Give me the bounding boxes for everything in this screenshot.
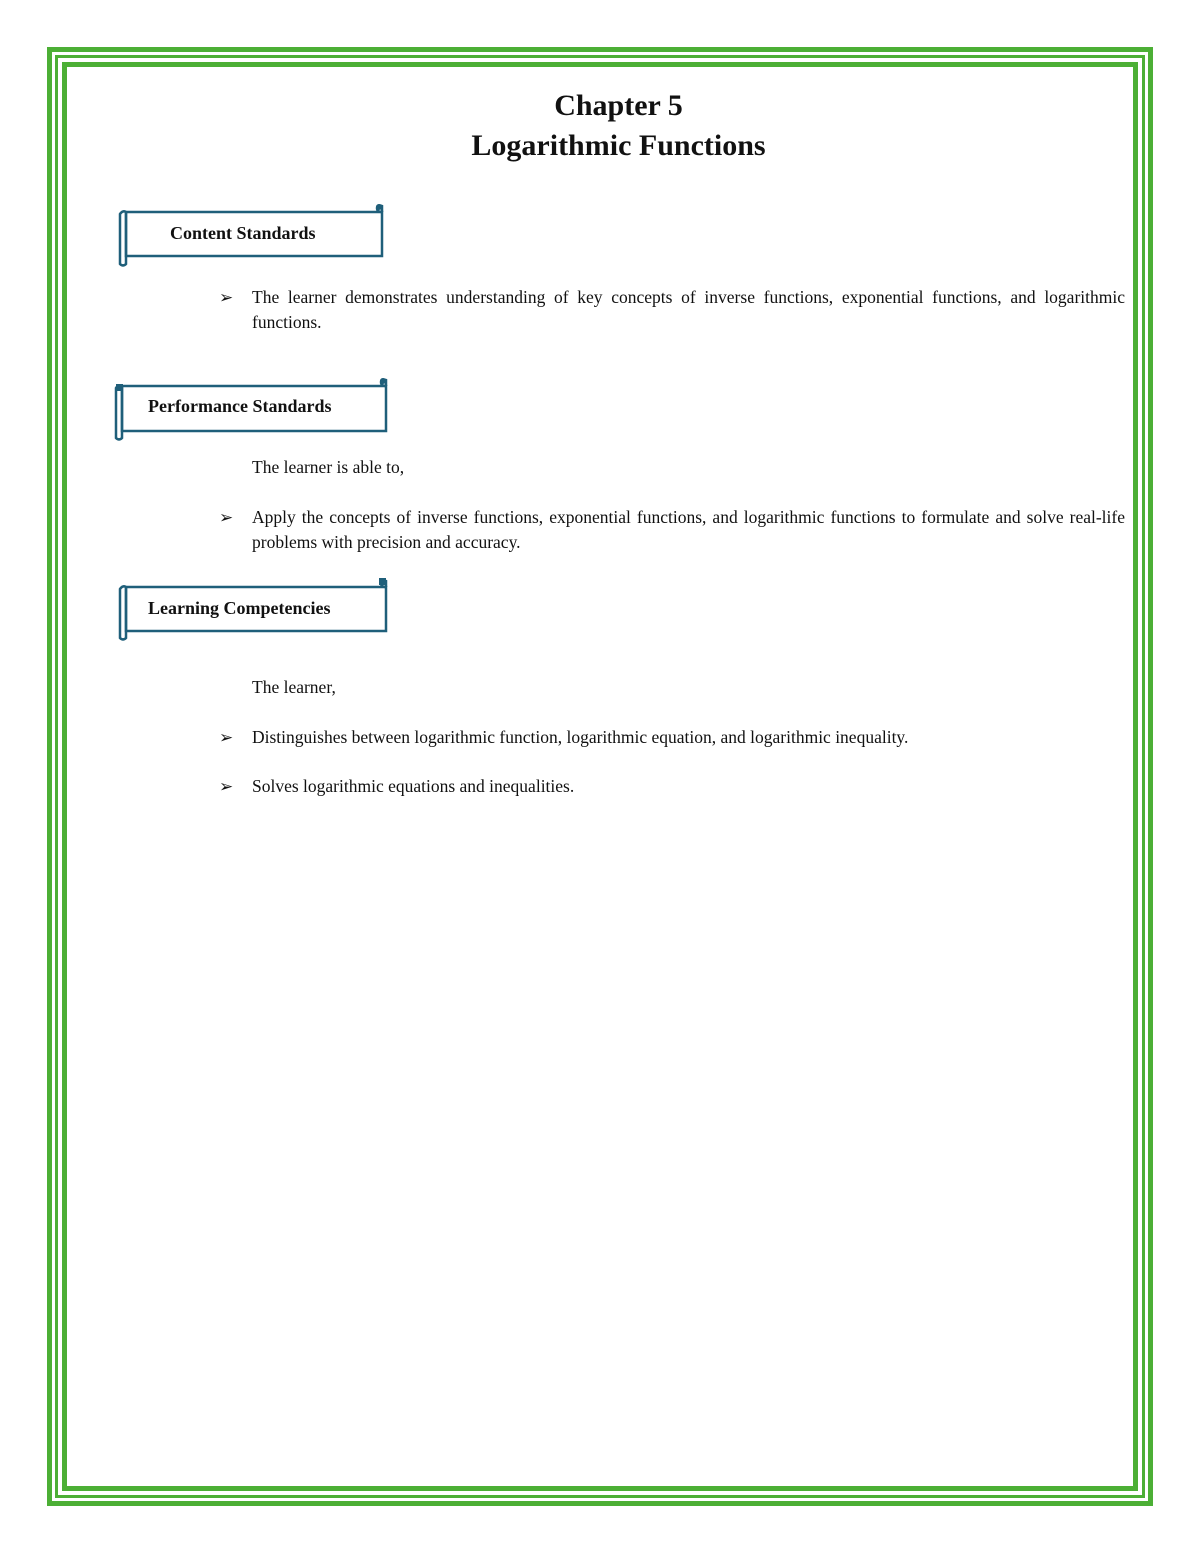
learning-competencies-intro: The learner, xyxy=(252,677,336,697)
chapter-number: Chapter 5 xyxy=(554,89,683,122)
performance-standards-bullet-1: Apply the concepts of inverse functions, exponential functions, and logarithmic functions to formulate and solve real-life problems with precision and accuracy. xyxy=(252,507,1125,552)
arrowhead-bullet-icon: ➢ xyxy=(219,288,234,307)
list-item xyxy=(219,774,1125,799)
learning-competencies-bullet-1: Distinguishes between logarithmic function, logarithmic equation, and logarithmic inequality. xyxy=(252,727,909,747)
list-item xyxy=(219,725,1125,750)
arrowhead-bullet-icon: ➢ xyxy=(219,508,234,527)
arrowhead-bullet-icon: ➢ xyxy=(219,728,234,747)
content-standards-bullet-1: The learner demonstrates understanding of key concepts of inverse functions, exponential functions, and logarithmic functions. xyxy=(252,287,1125,332)
content-standards-heading: Content Standards xyxy=(170,223,316,243)
learning-competencies-banner xyxy=(118,578,390,624)
list-item xyxy=(219,505,1125,555)
content-standards-banner xyxy=(118,202,386,248)
performance-standards-heading: Performance Standards xyxy=(148,396,332,416)
learning-competencies-heading: Learning Competencies xyxy=(148,598,331,618)
list-item xyxy=(219,285,1125,335)
performance-standards-intro: The learner is able to, xyxy=(252,457,405,477)
chapter-title: Logarithmic Functions xyxy=(471,129,766,162)
performance-standards-banner xyxy=(114,376,390,422)
arrowhead-bullet-icon: ➢ xyxy=(219,777,234,796)
learning-competencies-bullet-2: Solves logarithmic equations and inequalities. xyxy=(252,776,575,796)
